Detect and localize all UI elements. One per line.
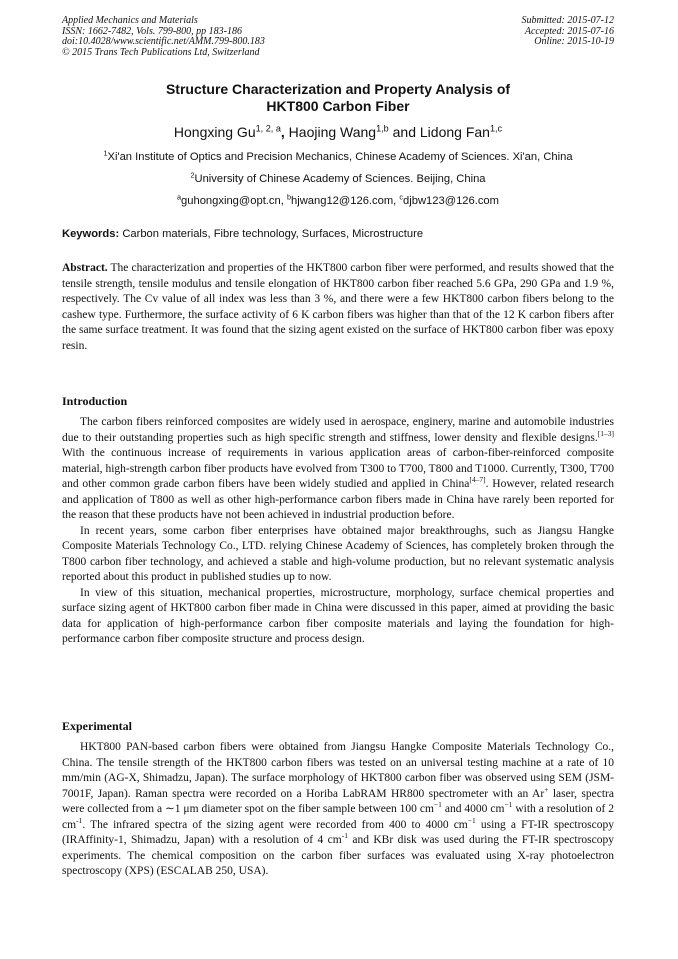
affiliation-2-sup: 2 [190, 170, 195, 180]
intro-p1-part-a: The carbon fibers reinforced composites are widely used in aerospace, enginery, marine and automobile industries due to their outstanding properties such as high specific strength and stiffness, lower density and flexible designs. [62, 416, 614, 444]
online-date: Online: 2015-10-19 [534, 36, 614, 47]
email-line [62, 194, 614, 208]
author-2: Haojing Wang [288, 124, 377, 140]
affiliation-1-text: Xi'an Institute of Optics and Precision Mechanics, Chinese Academy of Sciences. Xi'an, China [107, 151, 573, 163]
exp-sup-2: −1 [433, 800, 442, 810]
experimental-paragraph [62, 740, 614, 880]
author-2-sup: 1,b [376, 123, 389, 134]
abstract-label: Abstract. [62, 262, 108, 274]
abstract-section [62, 261, 614, 354]
exp-text-1: HKT800 PAN-based carbon fibers were obtained from Jiangsu Hangke Composite Materials Technology Co., China. The tensile strength of the HKT800 carbon fibers was tested on an universal testing machine at a rate of 10 mm/min (AG-X, Shimadzu, Japan). The surface morphology of HKT800 carbon fiber was observed using SEM (JSM-7001F, Japan). Raman spectra were recorded on a Horiba LabRAM HR800 spectrometer with an Ar [62, 741, 614, 800]
issn-line: ISSN: 1662-7482, Vols. 799-800, pp 183-186 [62, 25, 242, 37]
paper-title [62, 81, 614, 115]
author-and: and [392, 124, 416, 140]
doi-line: doi:10.4028/www.scientific.net/AMM.799-800.183 [62, 36, 265, 47]
exp-text-4: with a resolution of 2 cm [62, 803, 614, 831]
email-c[interactable]: djbw123@126.com [403, 195, 499, 207]
journal-header-left [62, 16, 265, 58]
affiliation-2 [62, 172, 614, 186]
email-b-sup: b [286, 192, 291, 202]
intro-p1-part-c: . However, related research and application of T800 as well as other high-performance carbon fibers made in China have rarely been reported for the reason that these products have not been achieved in industrial production before. [62, 478, 614, 521]
email-a-sup: a [177, 192, 182, 202]
email-c-sup: c [399, 192, 404, 202]
affiliation-2-text: University of Chinese Academy of Sciences. Beijing, China [194, 173, 486, 185]
author-1: Hongxing Gu [173, 124, 256, 140]
introduction-body [62, 415, 614, 648]
intro-paragraph-1 [62, 415, 614, 524]
exp-sup-3: −1 [504, 800, 513, 810]
citation-1-3: [1–3] [597, 428, 614, 438]
exp-sup-5: −1 [467, 815, 476, 825]
experimental-heading: Experimental [62, 719, 132, 733]
keywords-line [62, 227, 614, 241]
keywords-text: Carbon materials, Fibre technology, Surfaces, Microstructure [122, 228, 424, 240]
accepted-date: Accepted: 2015-07-16 [524, 25, 614, 37]
author-1-sup: 1, 2, a [255, 123, 281, 134]
abstract-text: The characterization and properties of the HKT800 carbon fiber were performed, and results showed that the tensile strength, tensile modulus and tensile elongation of HKT800 carbon fiber reached 5.6 GPa, 290 GPa and 1.9 %, respectively. The Cv value of all index was less than 3 %, and there were a few HKT800 carbon fibers belong to the cashew type. Furthermore, the surface activity of 6 K carbon fibers was higher than that of the 12 K carbon fibers after the same surface treatment. It was found that the sizing agent existed on the surface of HKT800 carbon fiber was epoxy resin. [62, 262, 614, 352]
exp-text-3: and 4000 cm [441, 803, 505, 815]
journal-name: Applied Mechanics and Materials [62, 15, 198, 26]
exp-sup-4: -1 [76, 815, 83, 825]
exp-text-7: and KBr disk was used during the FT-IR spectroscopy experiments. The chemical composition on the carbon fiber surfaces was evaluated using X-ray photoelectron spectroscopy (XPS) (ESCALAB 250, USA). [62, 834, 614, 877]
affiliation-1 [62, 150, 614, 164]
exp-text-6: using a FT-IR spectroscopy (IRAffinity-1, Shimadzu, Japan) with a resolution of 4 cm [62, 818, 614, 846]
journal-header-right [522, 16, 615, 48]
intro-p1-part-b: With the continuous increase of requirements in various application areas of carbon-fiber-reinforced composite material, high-strength carbon fiber products have evolved from T300 to T700, T800 and T1000. Currently, T300, T700 and other common grade carbon fibers have been widely studied and applied in China [62, 447, 614, 490]
intro-paragraph-3: In view of this situation, mechanical properties, microstructure, morphology, surface chemical properties and surface sizing agent of HKT800 carbon fiber made in China were discussed in this paper, aimed at providing the basic data for application of high-performance carbon fiber composite materials and laying the foundation for high-performance carbon fiber composite structure and process design. [62, 586, 614, 645]
email-a[interactable]: guhongxing@opt.cn, [181, 195, 284, 207]
author-3-sup: 1,c [489, 123, 503, 134]
author-3: Lidong Fan [419, 124, 490, 140]
copyright-line: © 2015 Trans Tech Publications Ltd, Switzerland [62, 46, 260, 58]
intro-paragraph-2: In recent years, some carbon fiber enterprises have obtained major breakthroughs, such as Jiangsu Hangke Composite Materials Technology Co., LTD. relying Chinese Academy of Sciences, has completely broken through the T800 carbon fiber technology, and achieved a stable and high-volume production, but no relevant systematic analysis reported about this product in published studies up to now. [62, 524, 614, 583]
exp-text-5: . The infrared spectra of the sizing agent were recorded from 400 to 4000 cm [82, 818, 468, 831]
title-line-1: Structure Characterization and Property Analysis of [165, 81, 511, 97]
experimental-body [62, 740, 614, 880]
title-line-2: HKT800 Carbon Fiber [266, 98, 410, 114]
exp-sup-1: + [544, 784, 549, 794]
keywords-label: Keywords: [62, 228, 120, 240]
introduction-heading: Introduction [62, 394, 128, 408]
exp-text-2: laser, spectra were collected from a ∼1 μm diameter spot on the fiber sample between 100 cm [62, 787, 614, 815]
submitted-date: Submitted: 2015-07-12 [521, 15, 614, 26]
exp-sup-6: -1 [341, 831, 348, 841]
email-b[interactable]: hjwang12@126.com, [291, 195, 397, 207]
citation-4-7: [4–7] [469, 475, 486, 485]
author-list: Hongxing Gu$^{1, 2, a}$, Haojing Wang$^{1,b}$ and Lidong Fan$^{1,c}$ [173, 123, 503, 140]
affiliation-1-sup: 1 [103, 148, 108, 158]
